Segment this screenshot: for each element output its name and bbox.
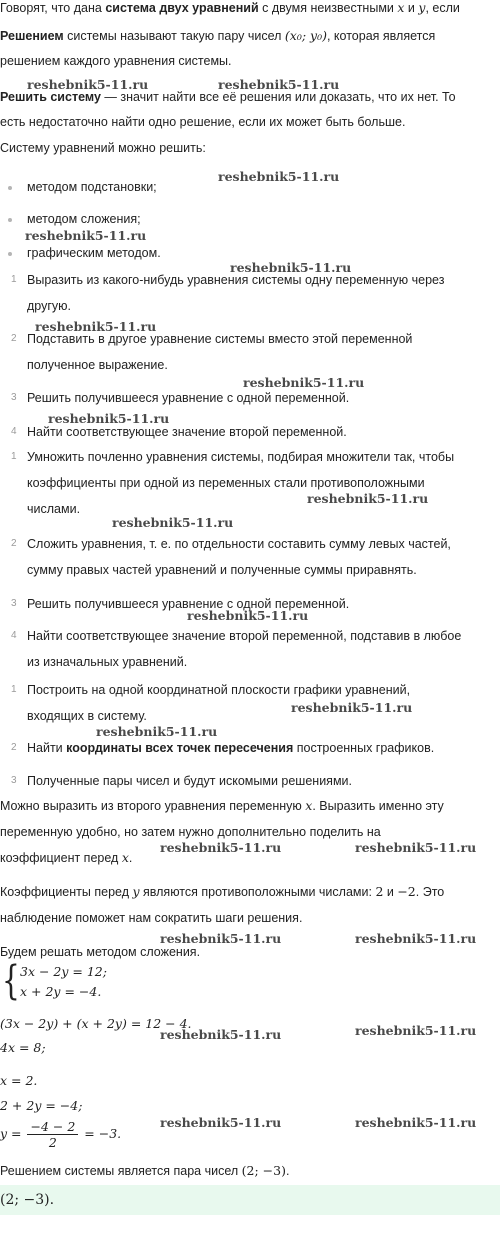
- watermark: reshebnik5-11.ru: [230, 260, 352, 275]
- watermark: reshebnik5-11.ru: [160, 931, 282, 946]
- step-number: 2: [11, 538, 17, 549]
- solution-step: x = 2.: [0, 1073, 38, 1088]
- watermark: reshebnik5-11.ru: [96, 724, 218, 739]
- graphical-step: Найти координаты всех точек пересечения построенных графиков.: [27, 741, 435, 755]
- step-number: 1: [11, 684, 17, 695]
- addition-step-cont: коэффициенты при одной из переменных стали противоположными: [27, 476, 425, 490]
- graphical-step: Построить на одной координатной плоскости графики уравнений,: [27, 683, 411, 697]
- system-equation-2: x + 2y = −4.: [20, 984, 102, 999]
- bullet-dot: [8, 218, 12, 222]
- watermark: reshebnik5-11.ru: [160, 840, 282, 855]
- watermark: reshebnik5-11.ru: [355, 840, 477, 855]
- addition-step: Решить получившееся уравнение с одной переменной.: [27, 597, 350, 611]
- substitution-step: Подставить в другое уравнение системы вместо этой переменной: [27, 332, 413, 346]
- solution-step: 4x = 8;: [0, 1040, 46, 1055]
- addition-step-cont: сумму правых частей уравнений и полученные суммы приравнять.: [27, 563, 417, 577]
- watermark: reshebnik5-11.ru: [112, 515, 234, 530]
- solve-line-1: Решить систему — значит найти все её решения или доказать, что их нет. То: [0, 90, 456, 104]
- watermark: reshebnik5-11.ru: [355, 1115, 477, 1130]
- bullet-dot: [8, 252, 12, 256]
- solution-step: (3x − 2y) + (x + 2y) = 12 − 4.: [0, 1016, 192, 1031]
- note2-line-2: наблюдение поможет нам сократить шаги решения.: [0, 911, 303, 925]
- step-number: 3: [11, 598, 17, 609]
- note1-line-2: переменную удобно, но затем нужно дополнительно поделить на: [0, 825, 381, 839]
- intro-line-2: Решением системы называют такую пару чисел (x₀; y₀), которая является: [0, 28, 436, 43]
- step-number: 1: [11, 274, 17, 285]
- step-number: 2: [11, 333, 17, 344]
- watermark: reshebnik5-11.ru: [160, 1115, 282, 1130]
- solution-result: Решением системы является пара чисел (2; −3).: [0, 1163, 290, 1178]
- watermark: reshebnik5-11.ru: [160, 1027, 282, 1042]
- watermark: reshebnik5-11.ru: [243, 375, 365, 390]
- watermark: reshebnik5-11.ru: [27, 77, 149, 92]
- watermark: reshebnik5-11.ru: [291, 700, 413, 715]
- addition-step: Умножить почленно уравнения системы, подбирая множители так, чтобы: [27, 450, 455, 464]
- graphical-step: Полученные пары чисел и будут искомыми решениями.: [27, 774, 352, 788]
- solution-heading: Будем решать методом сложения.: [0, 945, 201, 959]
- substitution-step: Найти соответствующее значение второй переменной.: [27, 425, 347, 439]
- method-item: методом сложения;: [27, 212, 141, 226]
- method-item: методом подстановки;: [27, 180, 157, 194]
- watermark: reshebnik5-11.ru: [218, 169, 340, 184]
- step-number: 4: [11, 630, 17, 641]
- intro-line-1: Говорят, что дана система двух уравнений с двумя неизвестными x и y, если: [0, 0, 460, 15]
- watermark: reshebnik5-11.ru: [307, 491, 429, 506]
- intro-line-3: решением каждого уравнения системы.: [0, 54, 232, 68]
- answer-box: [0, 1185, 500, 1215]
- watermark: reshebnik5-11.ru: [218, 77, 340, 92]
- watermark: reshebnik5-11.ru: [25, 228, 147, 243]
- system-brace: {: [2, 958, 20, 1004]
- method-item: графическим методом.: [27, 246, 161, 260]
- addition-step: Сложить уравнения, т. е. по отдельности составить сумму левых частей,: [27, 537, 451, 551]
- step-number: 3: [11, 392, 17, 403]
- bullet-dot: [8, 186, 12, 190]
- solution-step-fraction: y = $\frac{-4 - 2}{2}$ = −3.: [0, 1119, 122, 1150]
- watermark: reshebnik5-11.ru: [48, 411, 170, 426]
- step-number: 1: [11, 451, 17, 462]
- watermark: reshebnik5-11.ru: [355, 931, 477, 946]
- watermark: reshebnik5-11.ru: [355, 1023, 477, 1038]
- note1-line-3: коэффициент перед x.: [0, 850, 133, 865]
- substitution-step-cont: полученное выражение.: [27, 358, 168, 372]
- fraction: $\frac{-4 - 2}{2}$: [27, 1119, 78, 1150]
- system-equation-1: 3x − 2y = 12;: [20, 964, 107, 979]
- substitution-step: Выразить из какого-нибудь уравнения системы одну переменную через: [27, 273, 445, 287]
- watermark: reshebnik5-11.ru: [35, 319, 157, 334]
- step-number: 3: [11, 775, 17, 786]
- substitution-step: Решить получившееся уравнение с одной переменной.: [27, 391, 350, 405]
- addition-step-cont: числами.: [27, 502, 81, 516]
- step-number: 4: [11, 426, 17, 437]
- solve-line-2: есть недостаточно найти одно решение, если их может быть больше.: [0, 115, 406, 129]
- addition-step-cont: из изначальных уравнений.: [27, 655, 188, 669]
- step-number: 2: [11, 742, 17, 753]
- note1-line-1: Можно выразить из второго уравнения переменную x. Выразить именно эту: [0, 798, 444, 813]
- answer-value: (2; −3).: [0, 1192, 55, 1208]
- graphical-step-cont: входящих в систему.: [27, 709, 147, 723]
- solution-step: 2 + 2y = −4;: [0, 1098, 83, 1113]
- watermark: reshebnik5-11.ru: [187, 608, 309, 623]
- addition-step: Найти соответствующее значение второй переменной, подставив в любое: [27, 629, 462, 643]
- methods-heading: Систему уравнений можно решить:: [0, 141, 206, 155]
- note2-line-1: Коэффициенты перед y являются противоположными числами: 2 и −2. Это: [0, 884, 445, 899]
- substitution-step-cont: другую.: [27, 299, 72, 313]
